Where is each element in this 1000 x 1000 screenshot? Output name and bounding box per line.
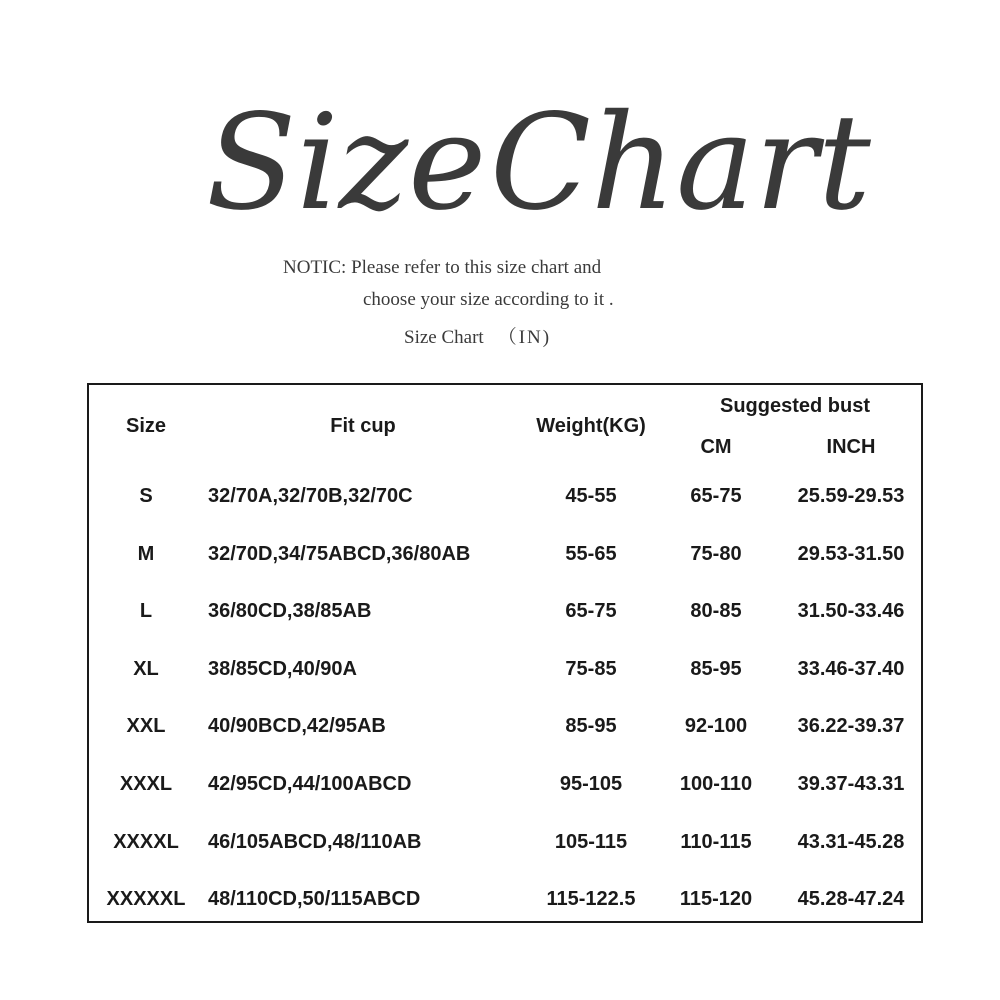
cell-fit-cup: 46/105ABCD,48/110AB [208, 831, 422, 853]
header-size: Size [125, 415, 167, 437]
subtitle-text: Size Chart [404, 327, 484, 348]
header-fit-cup: Fit cup [330, 415, 396, 437]
cell-fit-cup: 42/95CD,44/100ABCD [208, 773, 412, 795]
cell-fit-cup: 40/90BCD,42/95AB [208, 715, 386, 737]
cell-cm: 115-120 [679, 888, 753, 910]
notice-line-1: NOTIC: Please refer to this size chart and [283, 257, 602, 278]
cell-cm: 100-110 [679, 773, 753, 795]
cell-fit-cup: 48/110CD,50/115ABCD [208, 888, 421, 910]
cell-inch: 39.37-43.31 [797, 773, 905, 795]
title-word-size: Size [206, 86, 487, 240]
cell-inch: 25.59-29.53 [797, 485, 905, 507]
cell-weight: 55-65 [565, 543, 617, 565]
cell-fit-cup: 36/80CD,38/85AB [208, 600, 372, 622]
cell-cm: 92-100 [684, 715, 748, 737]
cell-fit-cup: 38/85CD,40/90A [208, 658, 357, 680]
cell-cm: 65-75 [690, 485, 742, 507]
cell-cm: 85-95 [690, 658, 742, 680]
cell-inch: 43.31-45.28 [797, 831, 905, 853]
header-weight: Weight(KG) [536, 415, 646, 437]
cell-size: S [139, 485, 153, 507]
cell-size: XL [133, 658, 159, 680]
header-cm: CM [700, 436, 732, 458]
cell-weight: 75-85 [565, 658, 617, 680]
size-chart-subtitle [404, 322, 551, 349]
cell-size: XXXL [119, 773, 173, 795]
cell-inch: 45.28-47.24 [797, 888, 905, 910]
cell-size: XXL [126, 715, 166, 737]
cell-size: XXXXL [113, 831, 179, 853]
notice-line-2: choose your size according to it . [363, 289, 614, 310]
cell-weight: 45-55 [565, 485, 617, 507]
cell-size: XXXXXL [106, 888, 186, 910]
subtitle-unit: （IN) [497, 327, 552, 348]
size-table [87, 383, 923, 923]
cell-weight: 85-95 [565, 715, 617, 737]
cell-cm: 75-80 [690, 543, 742, 565]
page-title [200, 70, 871, 260]
cell-fit-cup: 32/70D,34/75ABCD,36/80AB [208, 543, 471, 565]
cell-size: L [139, 600, 153, 622]
cell-inch: 31.50-33.46 [797, 600, 905, 622]
cell-weight: 65-75 [565, 600, 617, 622]
cell-inch: 29.53-31.50 [797, 543, 905, 565]
cell-inch: 33.46-37.40 [797, 658, 905, 680]
title-word-chart: Chart [490, 86, 871, 240]
title-script [200, 70, 871, 260]
header-suggested-bust: Suggested bust [719, 395, 871, 417]
cell-size: M [137, 543, 155, 565]
cell-cm: 80-85 [690, 600, 742, 622]
cell-weight: 105-115 [554, 831, 628, 853]
cell-weight: 95-105 [559, 773, 623, 795]
cell-fit-cup: 32/70A,32/70B,32/70C [208, 485, 413, 507]
cell-weight: 115-122.5 [546, 888, 636, 910]
cell-cm: 110-115 [680, 831, 752, 853]
header-inch: INCH [826, 436, 876, 458]
cell-inch: 36.22-39.37 [797, 715, 905, 737]
